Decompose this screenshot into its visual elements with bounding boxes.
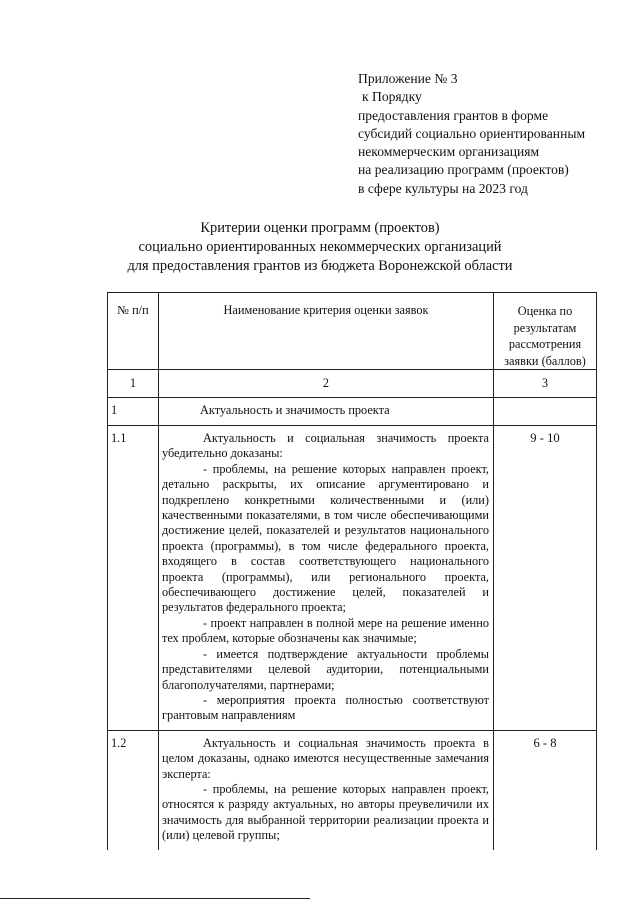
column-index: 3 bbox=[494, 370, 597, 398]
criterion-title: Актуальность и значимость проекта bbox=[159, 398, 494, 426]
criterion-paragraph: Актуальность и социальная значимость проекта убедительно доказаны: bbox=[162, 431, 489, 461]
header-score-line: рассмотрения bbox=[508, 337, 582, 351]
appendix-line: Приложение № 3 bbox=[358, 71, 458, 86]
table-header-row bbox=[108, 293, 597, 370]
row-score: 6 - 8 bbox=[494, 730, 597, 849]
header-score-line: результатам bbox=[513, 320, 577, 335]
appendix-line: некоммерческим организациям bbox=[358, 144, 540, 160]
criteria-table bbox=[107, 292, 597, 850]
criterion-description bbox=[159, 730, 494, 849]
table-row bbox=[108, 730, 597, 849]
row-score: 9 - 10 bbox=[494, 426, 597, 731]
appendix-line: субсидий социально ориентированным bbox=[358, 125, 586, 141]
criterion-paragraph: Актуальность и социальная значимость проекта в целом доказаны, однако имеются несущественные замечания эксперта: bbox=[162, 735, 489, 781]
heading-line: социально ориентированных некоммерческих организаций bbox=[138, 239, 502, 255]
appendix-line: предоставления грантов в форме bbox=[358, 107, 549, 123]
row-score bbox=[494, 398, 597, 426]
header-score-line: заявки (баллов) bbox=[504, 353, 586, 368]
row-num: 1.2 bbox=[108, 730, 159, 849]
column-index-row bbox=[108, 370, 597, 398]
criterion-paragraph: - имеется подтверждение актуальности проблемы представителями целевой аудитории, потенциальными благополучателями, партнерами; bbox=[162, 646, 489, 692]
row-num: 1.1 bbox=[108, 426, 159, 731]
criterion-paragraph: - проблемы, на решение которых направлен проект, относятся к разряду актуальных, но авторы преувеличили их значимость для выбранной территории реализации проекта и (или) целевой группы; bbox=[162, 781, 489, 843]
appendix-line: в сфере культуры на 2023 год bbox=[358, 180, 528, 196]
criterion-paragraph: - проект направлен в полной мере на решение именно тех проблем, которые обозначены как значимые; bbox=[162, 615, 489, 646]
heading-line: для предоставления грантов из бюджета Воронежской области bbox=[127, 258, 513, 274]
header-score bbox=[494, 293, 597, 370]
column-index: 1 bbox=[108, 370, 159, 398]
header-score-line: Оценка по bbox=[517, 304, 573, 318]
row-num: 1 bbox=[108, 398, 159, 426]
header-name: Наименование критерия оценки заявок bbox=[159, 293, 494, 370]
column-index: 2 bbox=[159, 370, 494, 398]
footer-divider bbox=[0, 898, 310, 899]
table-row bbox=[108, 398, 597, 426]
criterion-paragraph: - мероприятия проекта полностью соответствуют грантовым направлениям bbox=[162, 692, 489, 723]
appendix-line: на реализацию программ (проектов) bbox=[358, 162, 569, 178]
criterion-description bbox=[159, 426, 494, 731]
table-row bbox=[108, 426, 597, 731]
appendix-block bbox=[358, 70, 585, 198]
document-heading bbox=[0, 219, 640, 276]
appendix-line: к Порядку bbox=[362, 89, 422, 105]
header-num: № п/п bbox=[108, 293, 159, 370]
heading-line: Критерии оценки программ (проектов) bbox=[200, 220, 440, 236]
criterion-paragraph: - проблемы, на решение которых направлен проект, детально раскрыты, их описание аргументировано и подкреплено конкретными количественными и (или) качественными показателями, в том числе обеспечивающими достижение целей, показателей и результатов национального проекта (программы), в том числе федерального проекта, входящего в состав соответствующего национального проекта (программы), или регионального проекта, обеспечивающего достижение целей, показателей и результатов федерального проекта; bbox=[162, 461, 489, 615]
